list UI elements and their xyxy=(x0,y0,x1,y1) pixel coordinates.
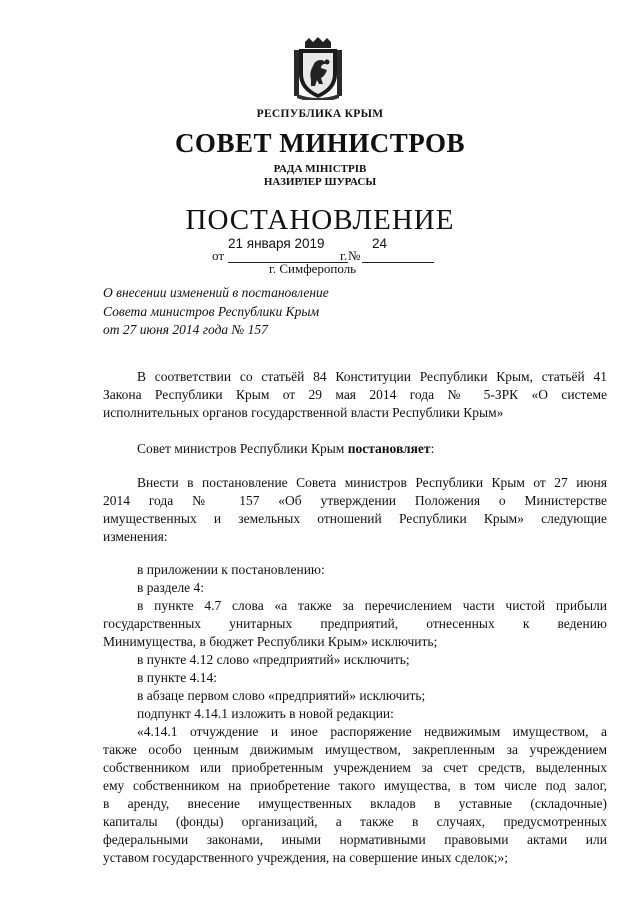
quoted-new-wording xyxy=(103,723,607,867)
date-from-label: от xyxy=(212,248,225,263)
resolves-text: Совет министров Республики Крым xyxy=(137,441,348,456)
text-line: капиталы (фонды) организаций, а также в случаях, предусмотренных xyxy=(103,814,607,829)
text-line: в аренду, внесение имущественных вкладов в уставные (складочные) xyxy=(103,796,607,811)
list-item: в пункте 4.14: xyxy=(137,670,217,685)
text-line: 2014 года № 157 «Об утверждении Положения о Министерстве xyxy=(103,493,607,508)
text-line xyxy=(103,440,607,458)
list-item: в пункте 4.7 слова «а также за перечислением части чистой прибыли xyxy=(137,598,607,613)
document-number: 24 xyxy=(372,236,388,251)
list-item: в пункте 4.12 слово «предприятий» исключить; xyxy=(137,652,410,667)
subject-line: Совета министров Республики Крым xyxy=(103,303,320,319)
subject-line: О внесении изменений в постановление xyxy=(103,285,329,300)
council-name: СОВЕТ МИНИСТРОВ xyxy=(174,128,466,158)
number-underline xyxy=(362,262,434,263)
crimea-coat-of-arms-icon xyxy=(291,36,345,100)
text-line: имущественных и земельных отношений Республики Крым» следующие xyxy=(103,511,607,526)
text-line: собственником или приобретенным учреждением за счет средств, выделенных xyxy=(103,760,607,775)
list-item: подпункт 4.14.1 изложить в новой редакции: xyxy=(137,706,394,721)
text-line: также особо ценным движимым имуществом, закрепленным за учреждением xyxy=(103,742,607,757)
paragraph-resolves xyxy=(103,440,607,458)
document-subject xyxy=(103,284,329,340)
text-line: исполнительных органов государственной власти Республики Крым» xyxy=(103,405,504,420)
subject-line: от 27 июня 2014 года № 157 xyxy=(103,322,268,337)
council-name-crimean-tatar: НАЗИРЛЕР ШУРАСЫ xyxy=(263,176,377,188)
text-line: ему собственником на приобретение такого имущества, в том числе под залог, xyxy=(103,778,607,793)
text-line: Закона Республики Крым от 29 мая 2014 года № 5-ЗРК «О системе xyxy=(103,387,607,402)
text-line: В соответствии со статьёй 84 Конституции Республики Крым, статьёй 41 xyxy=(137,369,607,384)
list-item: в абзаце первом слово «предприятий» исключить; xyxy=(137,688,426,703)
paragraph-amend xyxy=(103,474,607,546)
text-line: «4.14.1 отчуждение и иное распоряжение недвижимым имуществом, а xyxy=(137,724,607,739)
text-line: федеральными законами, иными нормативными правовыми актами или xyxy=(103,832,607,847)
text-line: уставом государственного учреждения, на совершение иных сделок;»; xyxy=(103,850,509,865)
list-item: в разделе 4: xyxy=(137,580,205,595)
republic-name: РЕСПУБЛИКА КРЫМ xyxy=(256,108,384,120)
resolves-keyword: постановляет xyxy=(347,441,431,456)
council-name-ukrainian: РАДА МІНІСТРІВ xyxy=(273,163,367,175)
resolves-colon: : xyxy=(430,441,435,456)
list-item: в приложении к постановлению: xyxy=(137,562,325,577)
list-item: Минимущества, в бюджет Республики Крым» исключить; xyxy=(103,634,438,649)
number-label: № xyxy=(348,248,361,263)
list-item: государственных унитарных предприятий, отнесенных к ведению xyxy=(103,616,607,631)
text-line: Внести в постановление Совета министров Республики Крым от 27 июня xyxy=(137,475,607,490)
city: г. Симферополь xyxy=(269,261,357,276)
amendment-items xyxy=(103,561,607,723)
text-line: изменения: xyxy=(103,529,168,544)
document-date: 21 января 2019 xyxy=(228,236,325,251)
year-suffix: г. xyxy=(340,248,348,263)
document-type-title: ПОСТАНОВЛЕНИЕ xyxy=(185,204,455,236)
paragraph-basis xyxy=(103,368,607,422)
